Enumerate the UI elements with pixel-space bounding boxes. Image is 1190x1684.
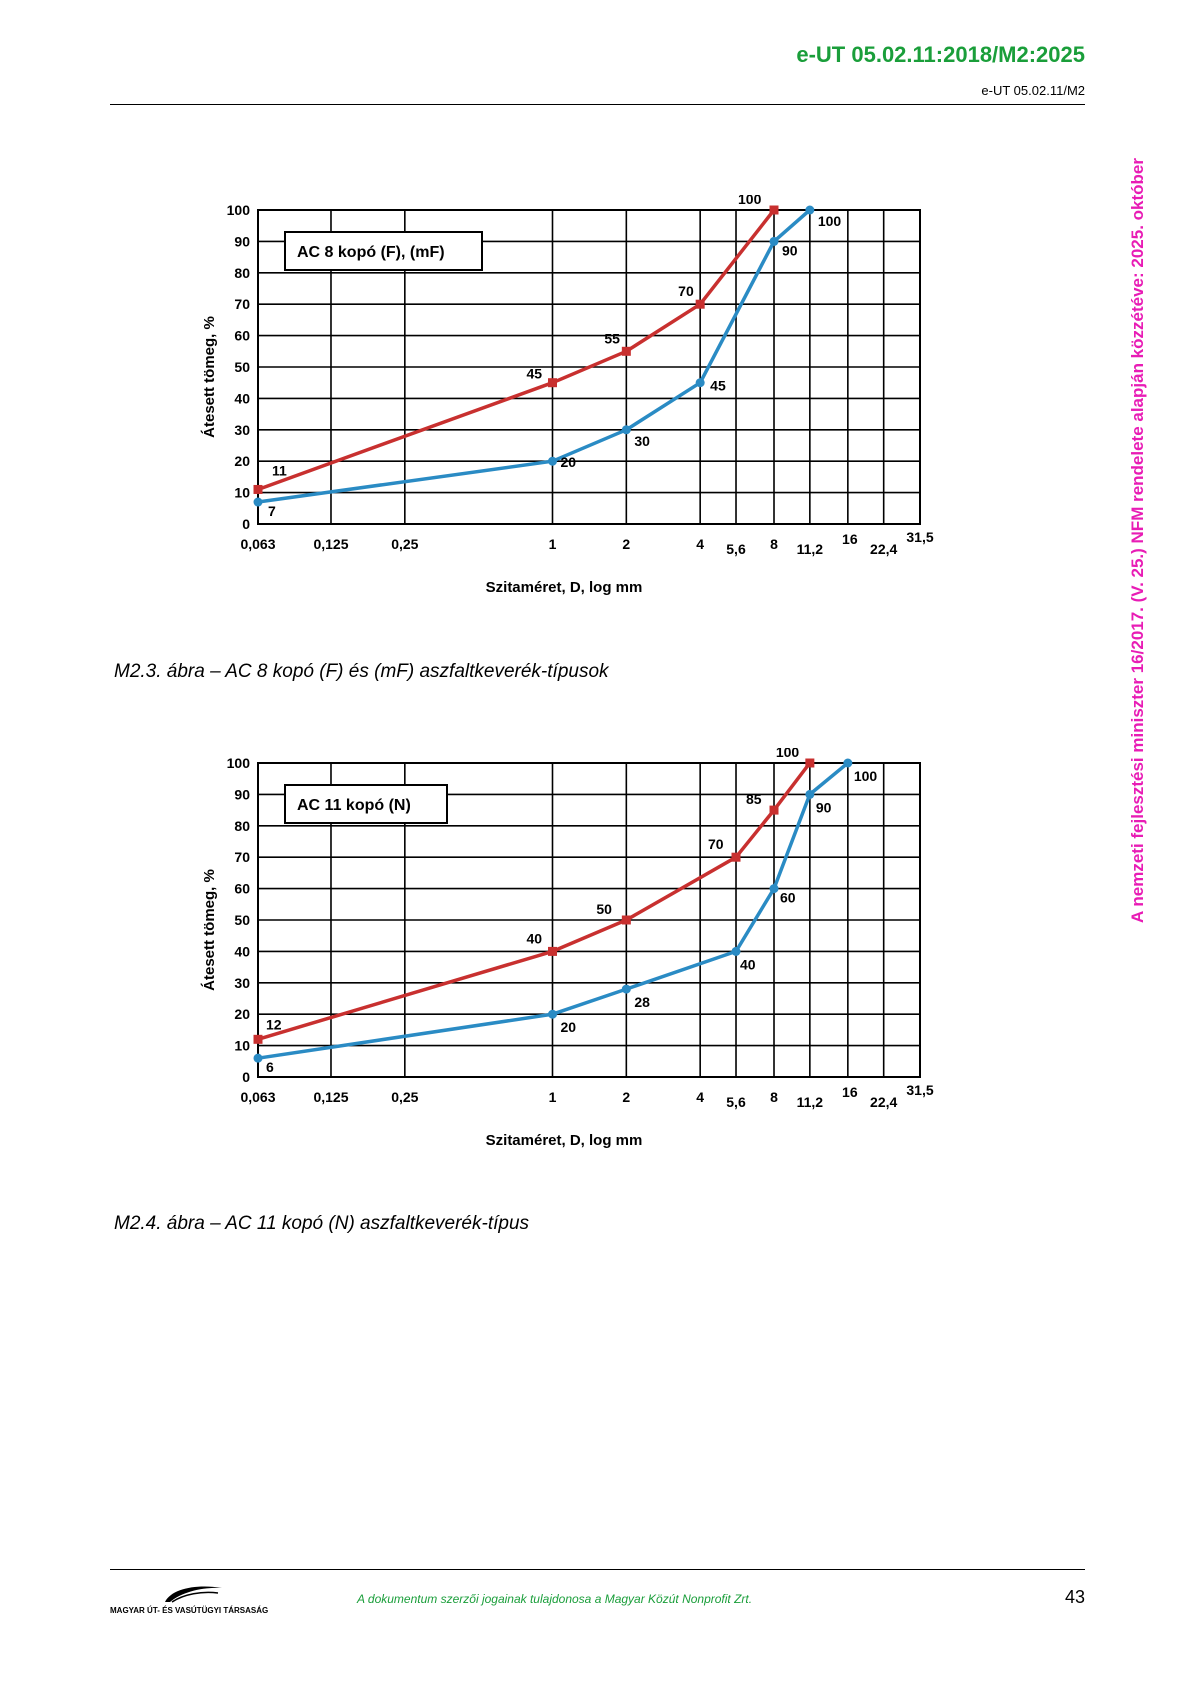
document-code: e-UT 05.02.11:2018/M2:2025	[796, 42, 1085, 67]
data-label: 45	[526, 365, 543, 382]
y-tick-label: 0	[242, 1069, 250, 1085]
y-axis-label: Átesett tömeg, %	[201, 869, 218, 991]
x-tick-label: 0,063	[240, 1089, 276, 1105]
x-tick-label: 11,2	[796, 1094, 824, 1110]
y-tick-label: 90	[234, 233, 250, 250]
side-publication-note: A nemzeti fejlesztési miniszter 16/2017. (V. 25.) NFM rendelete alapján közzétéve: 2025. október	[1128, 158, 1147, 923]
y-tick-label: 30	[234, 974, 250, 991]
data-point-blue	[622, 985, 631, 994]
y-tick-label: 80	[234, 264, 250, 281]
x-tick-label: 0,25	[391, 1089, 419, 1105]
x-tick-label: 4	[696, 1089, 705, 1105]
data-point-blue	[622, 425, 631, 434]
data-point-red	[770, 806, 779, 815]
data-label: 70	[678, 283, 694, 300]
y-tick-label: 0	[242, 516, 250, 532]
data-label: 28	[634, 994, 650, 1011]
data-point-blue	[548, 457, 557, 466]
x-tick-label: 1	[548, 536, 557, 552]
y-tick-label: 70	[234, 296, 250, 313]
y-tick-label: 40	[234, 943, 250, 960]
data-point-red	[254, 485, 263, 494]
data-label: 50	[596, 901, 612, 917]
y-tick-label: 60	[234, 880, 250, 897]
data-label: 100	[738, 195, 762, 207]
data-label: 85	[746, 791, 762, 808]
data-point-blue	[805, 790, 814, 799]
y-tick-label: 10	[234, 1037, 250, 1054]
logo-swoosh-icon	[110, 1582, 260, 1606]
y-tick-label: 30	[234, 421, 250, 438]
data-label: 60	[780, 889, 796, 906]
chart-title: AC 11 kopó (N)	[297, 797, 411, 814]
data-label: 100	[817, 213, 842, 229]
data-point-red	[805, 759, 814, 768]
x-tick-label: 0,25	[391, 536, 419, 552]
data-point-red	[622, 916, 631, 925]
y-tick-label: 20	[234, 453, 250, 470]
data-point-blue	[843, 759, 852, 768]
y-tick-label: 50	[234, 359, 250, 375]
data-point-blue	[770, 237, 779, 246]
x-tick-label: 2	[622, 536, 631, 552]
x-tick-label: 11,2	[796, 541, 824, 557]
data-label: 100	[853, 768, 878, 784]
header-rule	[110, 104, 1085, 105]
y-tick-label: 50	[234, 912, 250, 928]
data-point-blue	[770, 884, 779, 893]
data-point-red	[622, 347, 631, 356]
data-label: 30	[634, 432, 650, 449]
y-tick-label: 70	[234, 849, 250, 866]
logo-text: MAGYAR ÚT- ÉS VASÚTÜGYI TÁRSASÁG	[110, 1606, 269, 1615]
x-tick-label: 16	[842, 531, 858, 547]
data-label: 6	[266, 1059, 274, 1076]
x-tick-label: 5,6	[726, 541, 746, 557]
data-point-blue	[696, 378, 705, 387]
grading-chart-ac8	[190, 195, 1010, 645]
x-tick-label: 31,5	[906, 1082, 934, 1098]
x-axis-label: Szitaméret, D, log mm	[485, 1132, 643, 1149]
company-logo	[110, 1582, 269, 1622]
x-tick-label: 8	[770, 536, 778, 552]
y-tick-label: 40	[234, 390, 250, 407]
data-label: 55	[604, 330, 620, 347]
y-tick-label: 100	[226, 202, 250, 218]
data-point-blue	[254, 1054, 263, 1063]
x-tick-label: 5,6	[726, 1094, 746, 1110]
copyright-notice: A dokumentum szerzői jogainak tulajdonosa a Magyar Közút Nonprofit Zrt.	[357, 1592, 753, 1606]
data-label: 90	[782, 242, 798, 259]
x-tick-label: 2	[622, 1089, 631, 1105]
data-point-red	[254, 1035, 263, 1044]
x-tick-label: 31,5	[906, 529, 934, 545]
data-label: 11	[272, 462, 287, 479]
data-point-red	[548, 947, 557, 956]
data-label: 90	[815, 799, 832, 816]
x-tick-label: 1	[548, 1089, 557, 1105]
data-label: 40	[740, 956, 756, 973]
y-tick-label: 80	[234, 817, 250, 834]
x-tick-label: 0,063	[240, 536, 276, 552]
grading-chart-ac11	[190, 748, 1010, 1198]
data-label: 45	[710, 377, 726, 394]
data-point-red	[770, 206, 779, 215]
x-tick-label: 22,4	[870, 541, 898, 557]
x-tick-label: 4	[696, 536, 705, 552]
data-point-blue	[732, 947, 741, 956]
x-tick-label: 8	[770, 1089, 778, 1105]
x-tick-label: 16	[842, 1084, 858, 1100]
data-point-red	[696, 300, 705, 309]
data-label: 70	[708, 836, 724, 853]
y-tick-label: 100	[226, 755, 250, 771]
data-point-blue	[805, 206, 814, 215]
y-tick-label: 90	[234, 786, 250, 803]
figure-caption-1: M2.3. ábra – AC 8 kopó (F) és (mF) aszfaltkeverék-típusok	[114, 661, 609, 682]
data-point-blue	[548, 1010, 557, 1019]
y-tick-label: 10	[234, 484, 250, 501]
x-axis-label: Szitaméret, D, log mm	[485, 579, 643, 596]
data-label: 12	[266, 1016, 282, 1033]
document-subcode: e-UT 05.02.11/M2	[981, 83, 1085, 98]
x-tick-label: 0,125	[313, 536, 349, 552]
y-axis-label: Átesett tömeg, %	[201, 316, 218, 438]
figure-caption-2: M2.4. ábra – AC 11 kopó (N) aszfaltkeverék-típus	[114, 1213, 530, 1234]
chart-title: AC 8 kopó (F), (mF)	[297, 244, 445, 261]
y-tick-label: 20	[234, 1006, 250, 1023]
page-number: 43	[1064, 1587, 1085, 1607]
data-point-blue	[254, 498, 263, 507]
data-label: 100	[775, 748, 800, 760]
x-tick-label: 0,125	[313, 1089, 349, 1105]
footer-rule	[110, 1569, 1085, 1570]
data-label: 20	[560, 454, 577, 471]
data-label: 7	[268, 503, 276, 520]
data-point-red	[548, 378, 557, 387]
data-label: 40	[526, 930, 543, 947]
data-label: 20	[560, 1019, 577, 1036]
x-tick-label: 22,4	[870, 1094, 898, 1110]
y-tick-label: 60	[234, 327, 250, 344]
data-point-red	[732, 853, 741, 862]
